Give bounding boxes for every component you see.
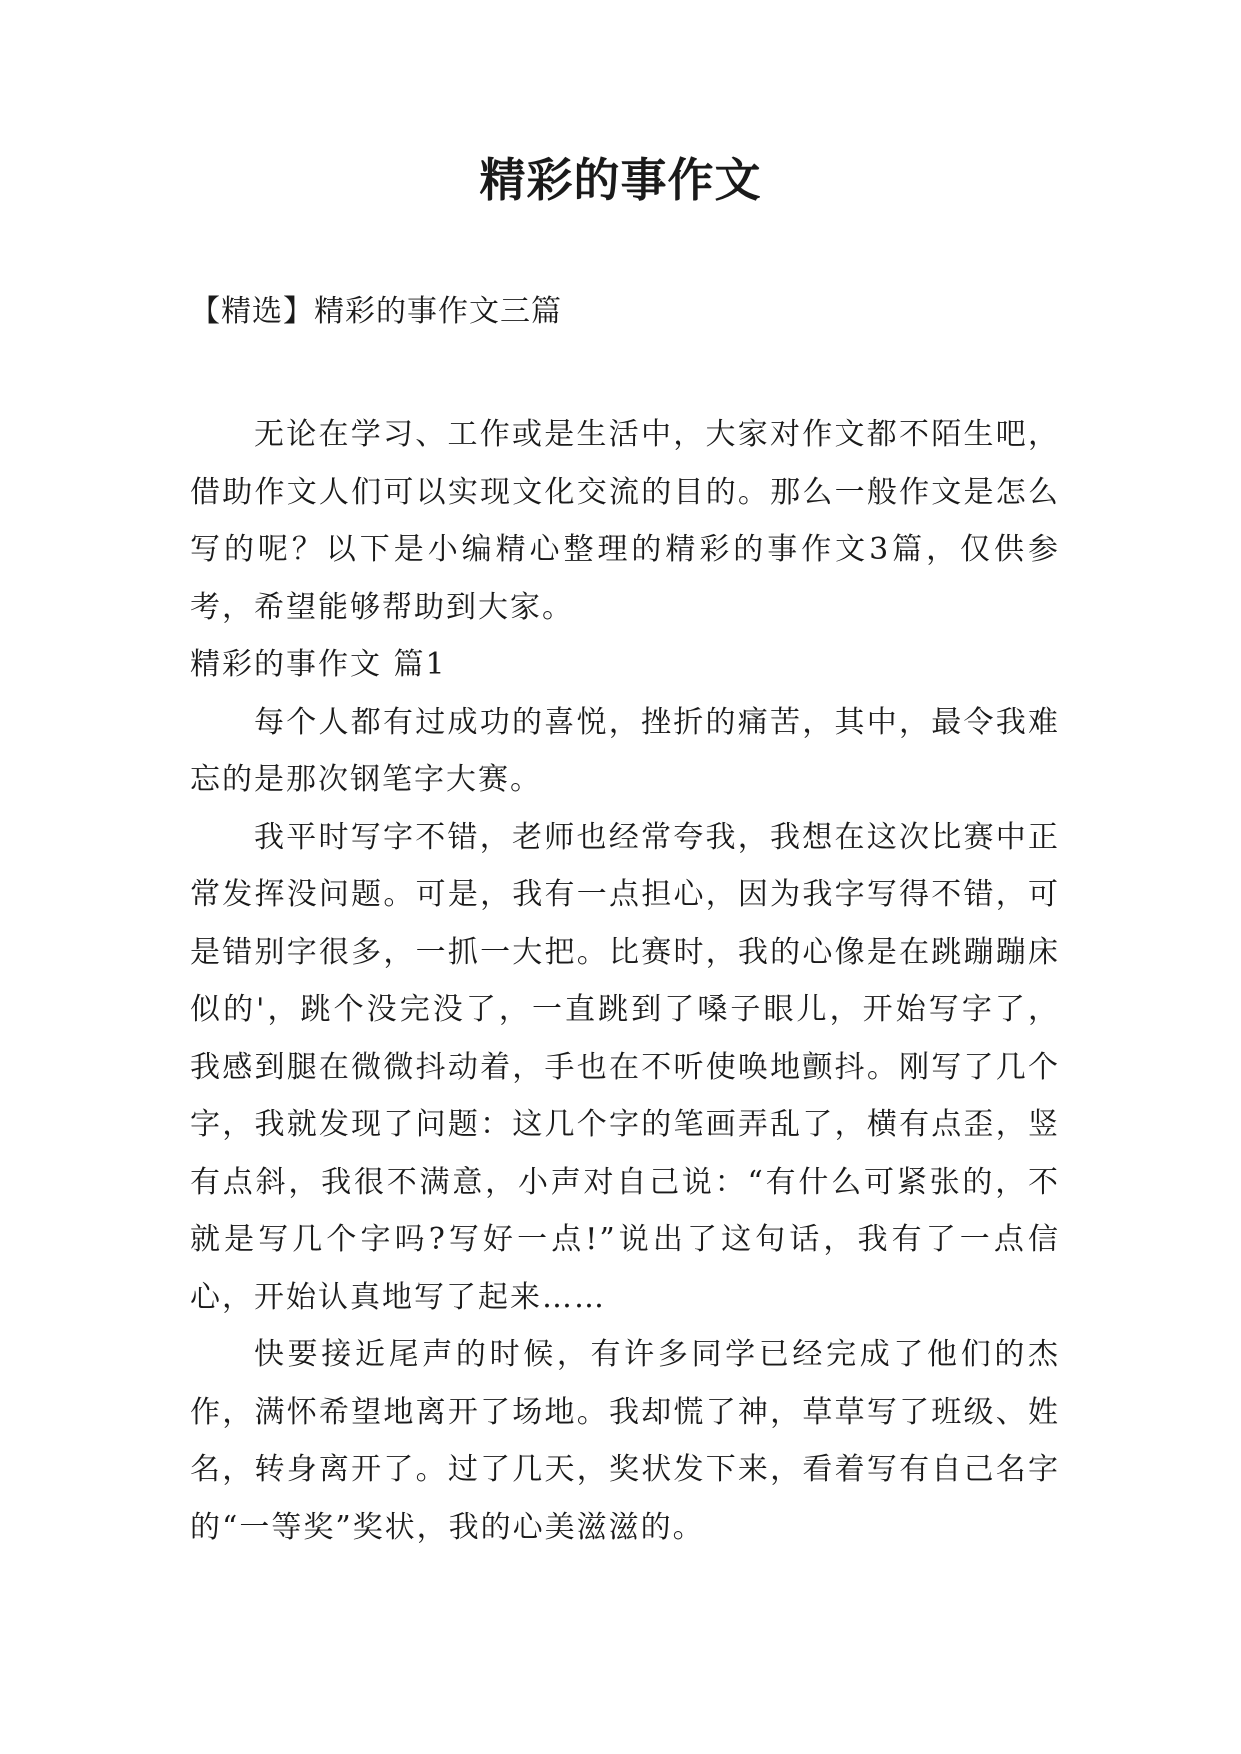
body-paragraph: 我平时写字不错，老师也经常夸我，我想在这次比赛中正常发挥没问题。可是，我有一点担心，因为我字写得不错，可是错别字很多，一抓一大把。比赛时，我的心像是在跳蹦蹦床似的'，跳个没完没了，一直跳到了嗓子眼儿，开始写字了，我感到腿在微微抖动着，手也在不听使唤地颤抖。刚写了几个字，我就发现了问题：这几个字的笔画弄乱了，横有点歪，竖有点斜，我很不满意，小声对自己说：“有什么可紧张的，不就是写几个字吗?写好一点!”说出了这句话，我有了一点信心，开始认真地写了起来…… <box>190 819 1060 1315</box>
body-paragraph: 快要接近尾声的时候，有许多同学已经完成了他们的杰作，满怀希望地离开了场地。我却慌了神，草草写了班级、姓名，转身离开了。过了几天，奖状发下来，看着写有自己名字的“一等奖”奖状，我的心美滋滋的。 <box>190 1337 1060 1545</box>
document-title: 精彩的事作文 <box>479 153 762 207</box>
intro-paragraph: 无论在学习、工作或是生活中，大家对作文都不陌生吧，借助作文人们可以实现文化交流的目的。那么一般作文是怎么写的呢？以下是小编精心整理的精彩的事作文3篇，仅供参考，希望能够帮助到大家。 <box>190 417 1060 625</box>
document-body <box>190 406 1060 1556</box>
body-paragraph: 每个人都有过成功的喜悦，挫折的痛苦，其中，最令我难忘的是那次钢笔字大赛。 <box>190 704 1060 797</box>
section-heading: 精彩的事作文 篇1 <box>190 647 447 682</box>
document-subtitle: 【精选】精彩的事作文三篇 <box>190 294 562 329</box>
